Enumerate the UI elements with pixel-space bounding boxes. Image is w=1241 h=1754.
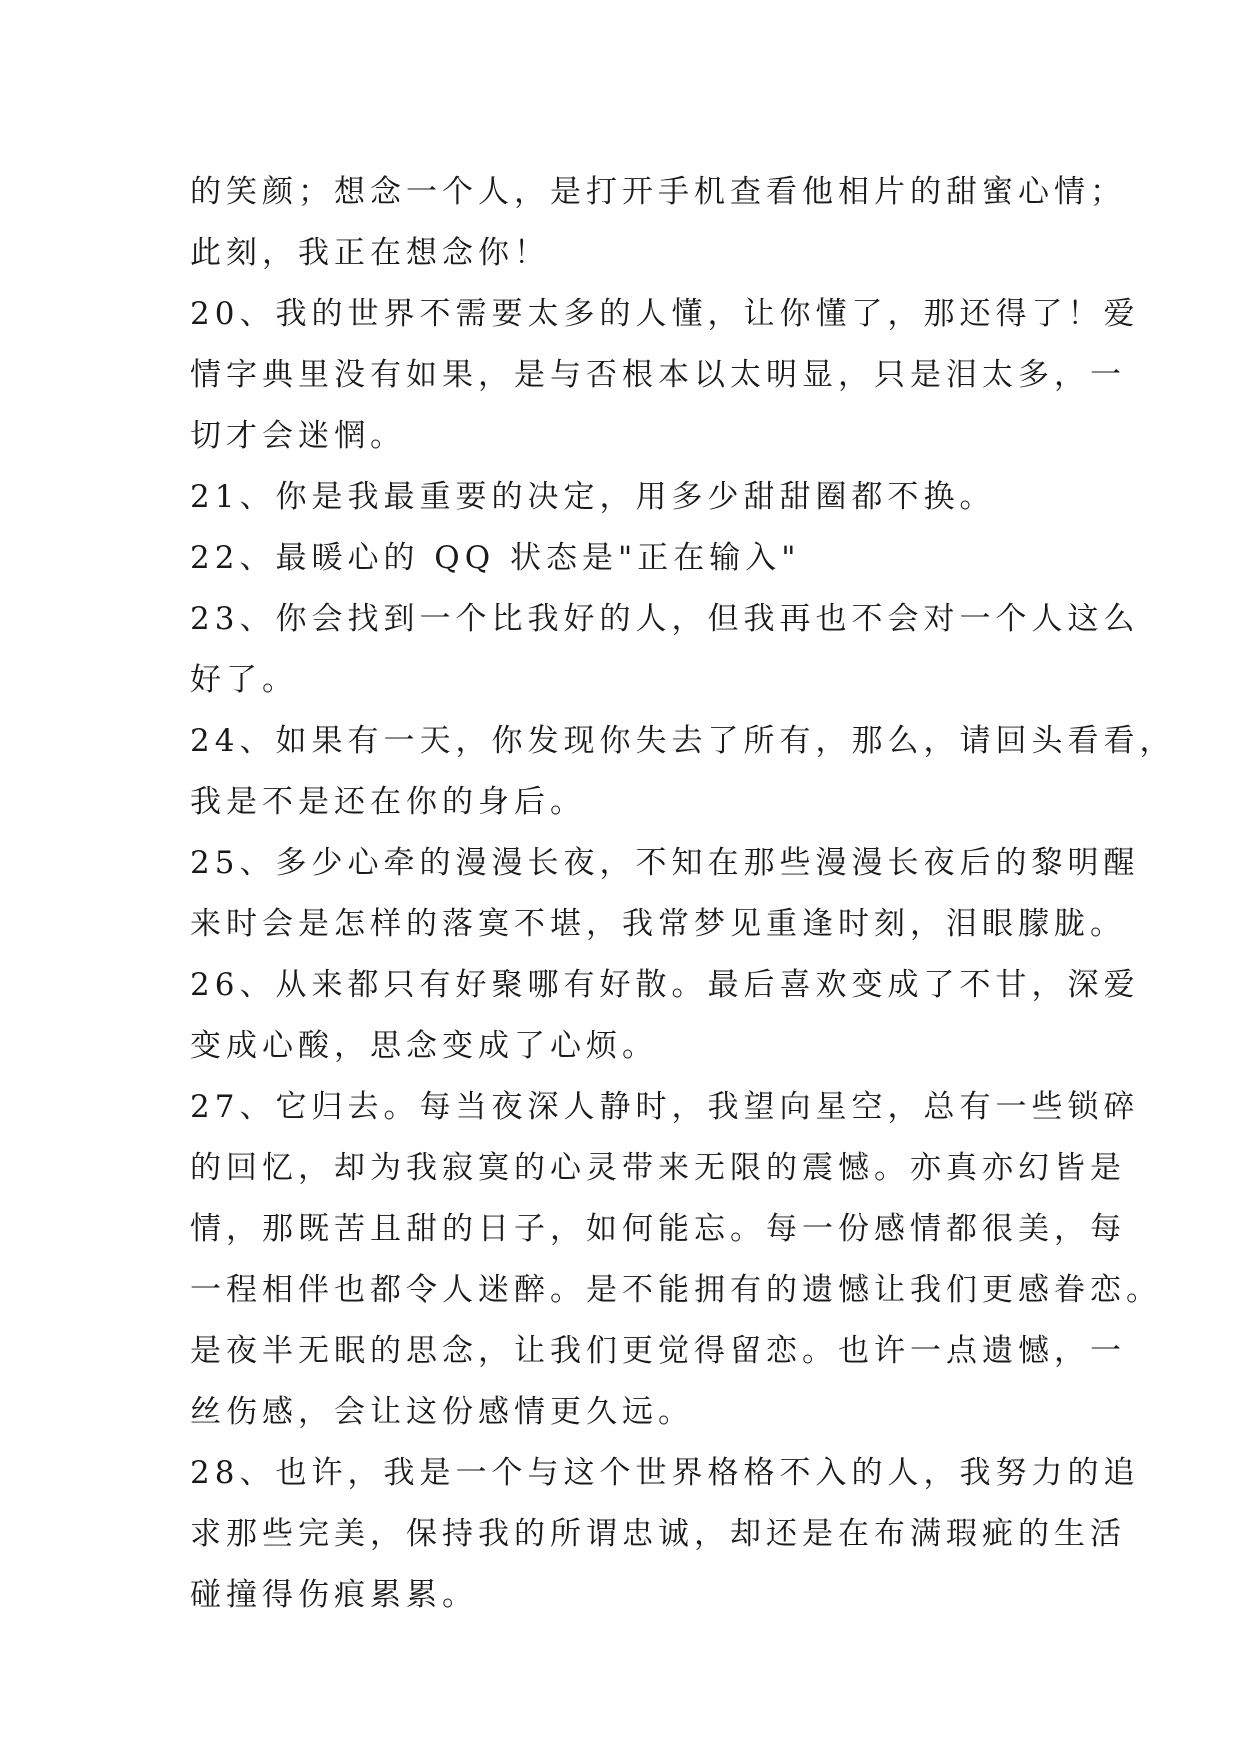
text-line: 27、它归去。每当夜深人静时，我望向星空，总有一些锁碎: [190, 1089, 1140, 1125]
text-line: 丝伤感，会让这份感情更久远。: [190, 1394, 694, 1430]
text-line: 是夜半无眠的思念，让我们更觉得留恋。也许一点遗憾，一: [190, 1333, 1126, 1369]
text-line: 变成心酸，思念变成了心烦。: [190, 1028, 658, 1064]
text-line: 的笑颜；想念一个人，是打开手机查看他相片的甜蜜心情；: [190, 174, 1126, 210]
text-line: 的回忆，却为我寂寞的心灵带来无限的震憾。亦真亦幻皆是: [190, 1150, 1126, 1186]
text-line: 23、你会找到一个比我好的人，但我再也不会对一个人这么: [190, 601, 1140, 637]
text-line: 求那些完美，保持我的所谓忠诚，却还是在布满瑕疵的生活: [190, 1516, 1126, 1552]
text-line: 好了。: [190, 662, 298, 698]
body-text: [190, 162, 1176, 1626]
text-line: 此刻，我正在想念你！: [190, 235, 550, 271]
text-line: 情字典里没有如果，是与否根本以太明显，只是泪太多，一: [190, 357, 1126, 393]
text-line: 28、也许，我是一个与这个世界格格不入的人，我努力的追: [190, 1455, 1140, 1491]
text-line: 碰撞得伤痕累累。: [190, 1577, 478, 1613]
text-line: 21、你是我最重要的决定，用多少甜甜圈都不换。: [190, 479, 996, 515]
text-line: 切才会迷惘。: [190, 418, 406, 454]
text-line: 25、多少心牵的漫漫长夜，不知在那些漫漫长夜后的黎明醒: [190, 845, 1140, 881]
text-line: 我是不是还在你的身后。: [190, 784, 586, 820]
text-line: 情，那既苦且甜的日子，如何能忘。每一份感情都很美，每: [190, 1211, 1126, 1247]
text-line: 20、我的世界不需要太多的人懂，让你懂了，那还得了！爱: [190, 296, 1140, 332]
text-line: 一程相伴也都令人迷醉。是不能拥有的遗憾让我们更感眷恋。: [190, 1272, 1162, 1308]
text-line: 22、最暖心的 QQ 状态是"正在输入": [190, 540, 801, 576]
text-line: 24、如果有一天，你发现你失去了所有，那么，请回头看看，: [190, 723, 1176, 759]
text-line: 来时会是怎样的落寞不堪，我常梦见重逢时刻，泪眼朦胧。: [190, 906, 1126, 942]
text-line: 26、从来都只有好聚哪有好散。最后喜欢变成了不甘，深爱: [190, 967, 1140, 1003]
